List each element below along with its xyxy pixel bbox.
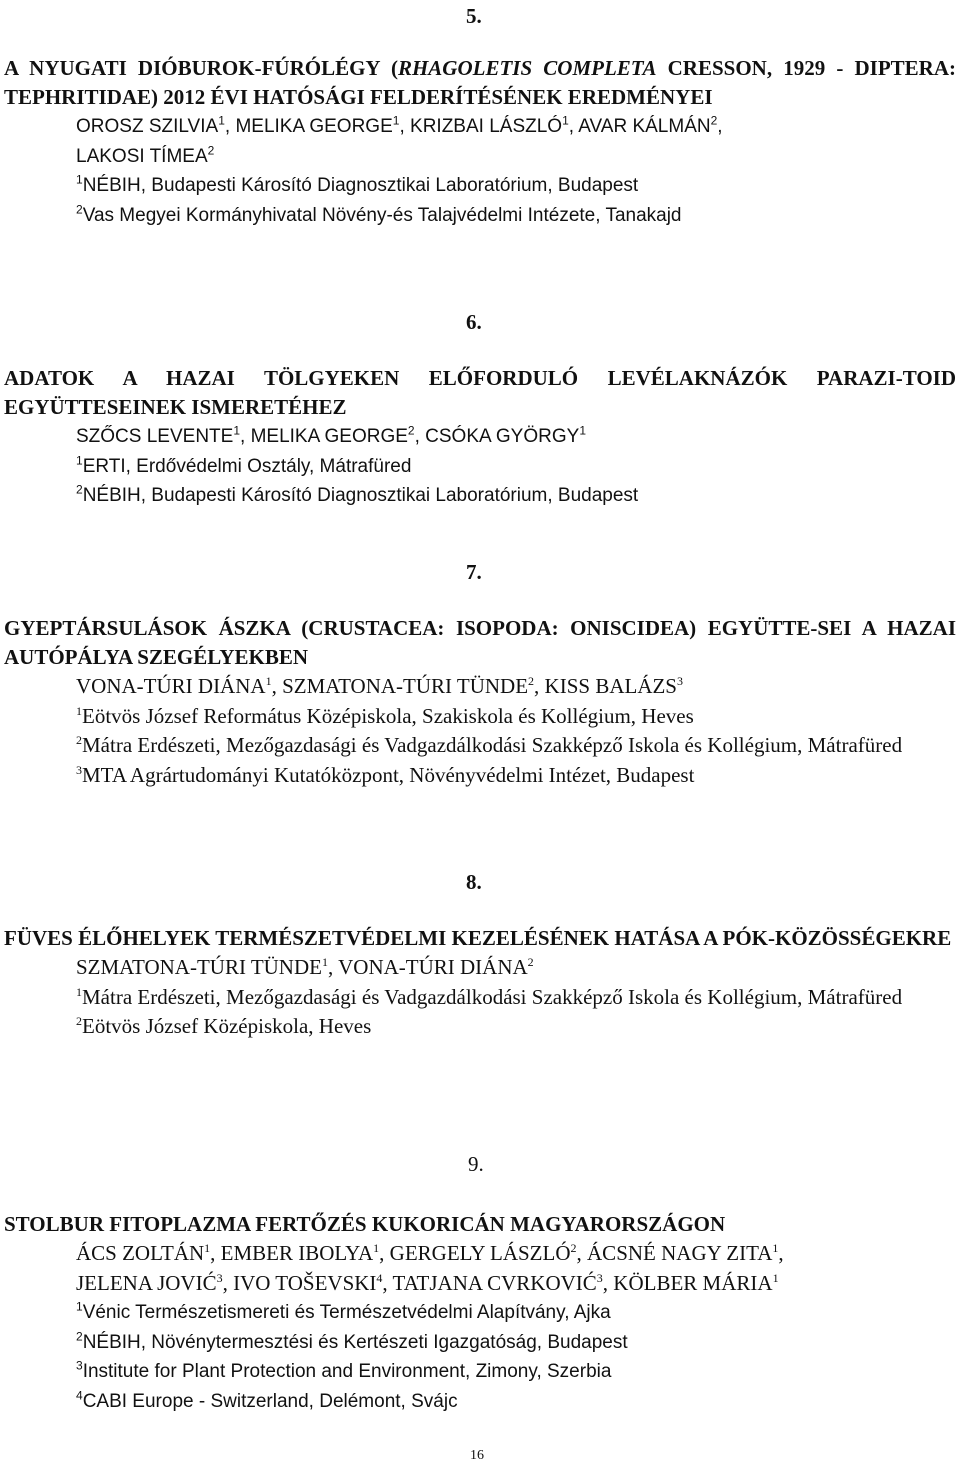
- entry-authors-affiliations: [0, 1239, 956, 1416]
- species-name: RHAGOLETIS COMPLETA: [397, 56, 657, 80]
- affiliation: $^1$Mátra Erdészeti, Mezőgazdasági és Vadgazdálkodási Szakképző Iskola és Kollégium, Mátrafüred: [76, 984, 903, 1009]
- affiliation: $^1$Eötvös József Református Középiskola, Szakiskola és Kollégium, Heves: [76, 703, 694, 728]
- authors-line: LAKOSI TÍMEA$^2$: [76, 143, 215, 167]
- entry-authors-affiliations: [0, 422, 956, 511]
- affiliation: $^2$Eötvös József Középiskola, Heves: [76, 1014, 372, 1038]
- entry-title: STOLBUR FITOPLAZMA FERTŐZÉS KUKORICÁN MAGYARORSZÁGON: [4, 1212, 726, 1236]
- entry-authors-affiliations: [0, 672, 956, 790]
- affiliation: $^4$CABI Europe - Switzerland, Delémont, Svájc: [76, 1388, 458, 1412]
- affiliation: $^1$ERTI, Erdővédelmi Osztály, Mátrafüred: [76, 453, 412, 477]
- affiliation: $^2$NÉBIH, Budapesti Károsító Diagnosztikai Laboratórium, Budapest: [76, 482, 639, 506]
- entry-authors-affiliations: [0, 112, 956, 230]
- entry-number: 7.: [466, 560, 482, 584]
- authors-line: SZŐCS LEVENTE$^1$, MELIKA GEORGE$^2$, CSÓKA GYÖRGY$^1$: [76, 423, 586, 447]
- entry-number: 6.: [466, 310, 482, 334]
- affiliation: $^1$NÉBIH, Budapesti Károsító Diagnosztikai Laboratórium, Budapest: [76, 172, 639, 196]
- affiliation: $^1$Vénic Természetismereti és Természetvédelmi Alapítvány, Ajka: [76, 1299, 611, 1323]
- entry-title: GYEPTÁRSULÁSOK ÁSZKA (CRUSTACEA: ISOPODA: ONISCIDEA) EGYÜTTE-SEI A HAZAI AUTÓPÁLYA SZEGÉLYEKBEN: [4, 616, 956, 669]
- affiliation: $^3$Institute for Plant Protection and Environment, Zimony, Szerbia: [76, 1358, 612, 1382]
- entry-title: A NYUGATI DIÓBUROK-FÚRÓLÉGY (RHAGOLETIS COMPLETA CRESSON, 1929 - DIPTERA: TEPHRITIDAE) 2012 ÉVI HATÓSÁGI FELDERÍTÉSÉNEK EREDMÉNYEI: [4, 56, 956, 109]
- authors-line: ÁCS ZOLTÁN$^1$, EMBER IBOLYA$^1$, GERGELY LÁSZLÓ$^2$, ÁCSNÉ NAGY ZITA$^1$,: [76, 1241, 784, 1265]
- authors-line: JELENA JOVIĆ$^3$, IVO TOŠEVSKI$^4$, TATJANA CVRKOVIĆ$^3$, KÖLBER MÁRIA$^1$: [76, 1270, 779, 1295]
- entry-title: FÜVES ÉLŐHELYEK TERMÉSZETVÉDELMI KEZELÉSÉNEK HATÁSA A PÓK-KÖZÖSSÉGEKRE: [4, 926, 952, 950]
- affiliation: $^2$NÉBIH, Növénytermesztési és Kertészeti Igazgatóság, Budapest: [76, 1329, 628, 1353]
- entry-authors-affiliations: [0, 953, 956, 1042]
- authors-line: VONA-TÚRI DIÁNA$^1$, SZMATONA-TÚRI TÜNDE$^2$, KISS BALÁZS$^3$: [76, 674, 683, 698]
- entry-title: ADATOK A HAZAI TÖLGYEKEN ELŐFORDULÓ LEVÉLAKNÁZÓK PARAZI-TOID EGYÜTTESEINEK ISMERETÉHEZ: [4, 366, 956, 419]
- authors-line: SZMATONA-TÚRI TÜNDE$^1$, VONA-TÚRI DIÁNA$^2$: [76, 955, 534, 979]
- authors-line: OROSZ SZILVIA$^1$, MELIKA GEORGE$^1$, KRIZBAI LÁSZLÓ$^1$, AVAR KÁLMÁN$^2$,: [76, 113, 723, 137]
- affiliation: $^3$MTA Agrártudományi Kutatóközpont, Növényvédelmi Intézet, Budapest: [76, 762, 695, 787]
- page-number: 16: [470, 1448, 484, 1463]
- entry-number: 9.: [468, 1152, 484, 1176]
- entry-number: 5.: [466, 4, 482, 28]
- affiliation: $^2$Vas Megyei Kormányhivatal Növény-és Talajvédelmi Intézete, Tanakajd: [76, 202, 682, 226]
- entry-number: 8.: [466, 870, 482, 894]
- affiliation: $^2$Mátra Erdészeti, Mezőgazdasági és Vadgazdálkodási Szakképző Iskola és Kollégium, Mátrafüred: [76, 733, 903, 757]
